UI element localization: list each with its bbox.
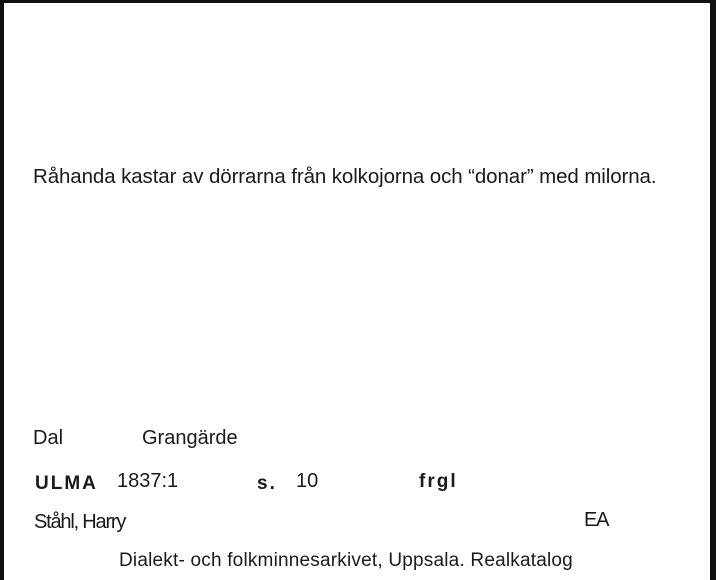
initials: EA — [584, 509, 609, 531]
page-label: s. — [257, 473, 277, 494]
page-number: 10 — [296, 470, 319, 492]
collector-name: Ståhl, Harry — [34, 511, 126, 533]
card-border-top — [0, 0, 716, 3]
archive-footer: Dialekt- och folkminnesarkivet, Uppsala. Realkatalog — [119, 550, 573, 571]
parish-label: Grangärde — [142, 427, 238, 449]
accession-number: 1837:1 — [117, 470, 179, 492]
card-border-right — [710, 0, 716, 580]
card-border-left — [0, 0, 4, 580]
province-label: Dal — [33, 427, 64, 449]
archive-code: ULMA — [35, 473, 98, 494]
card-main-text: Råhanda kastar av dörrarna från kolkojorna och “donar” med milorna. — [33, 165, 657, 188]
category-code: frgl — [419, 471, 458, 492]
